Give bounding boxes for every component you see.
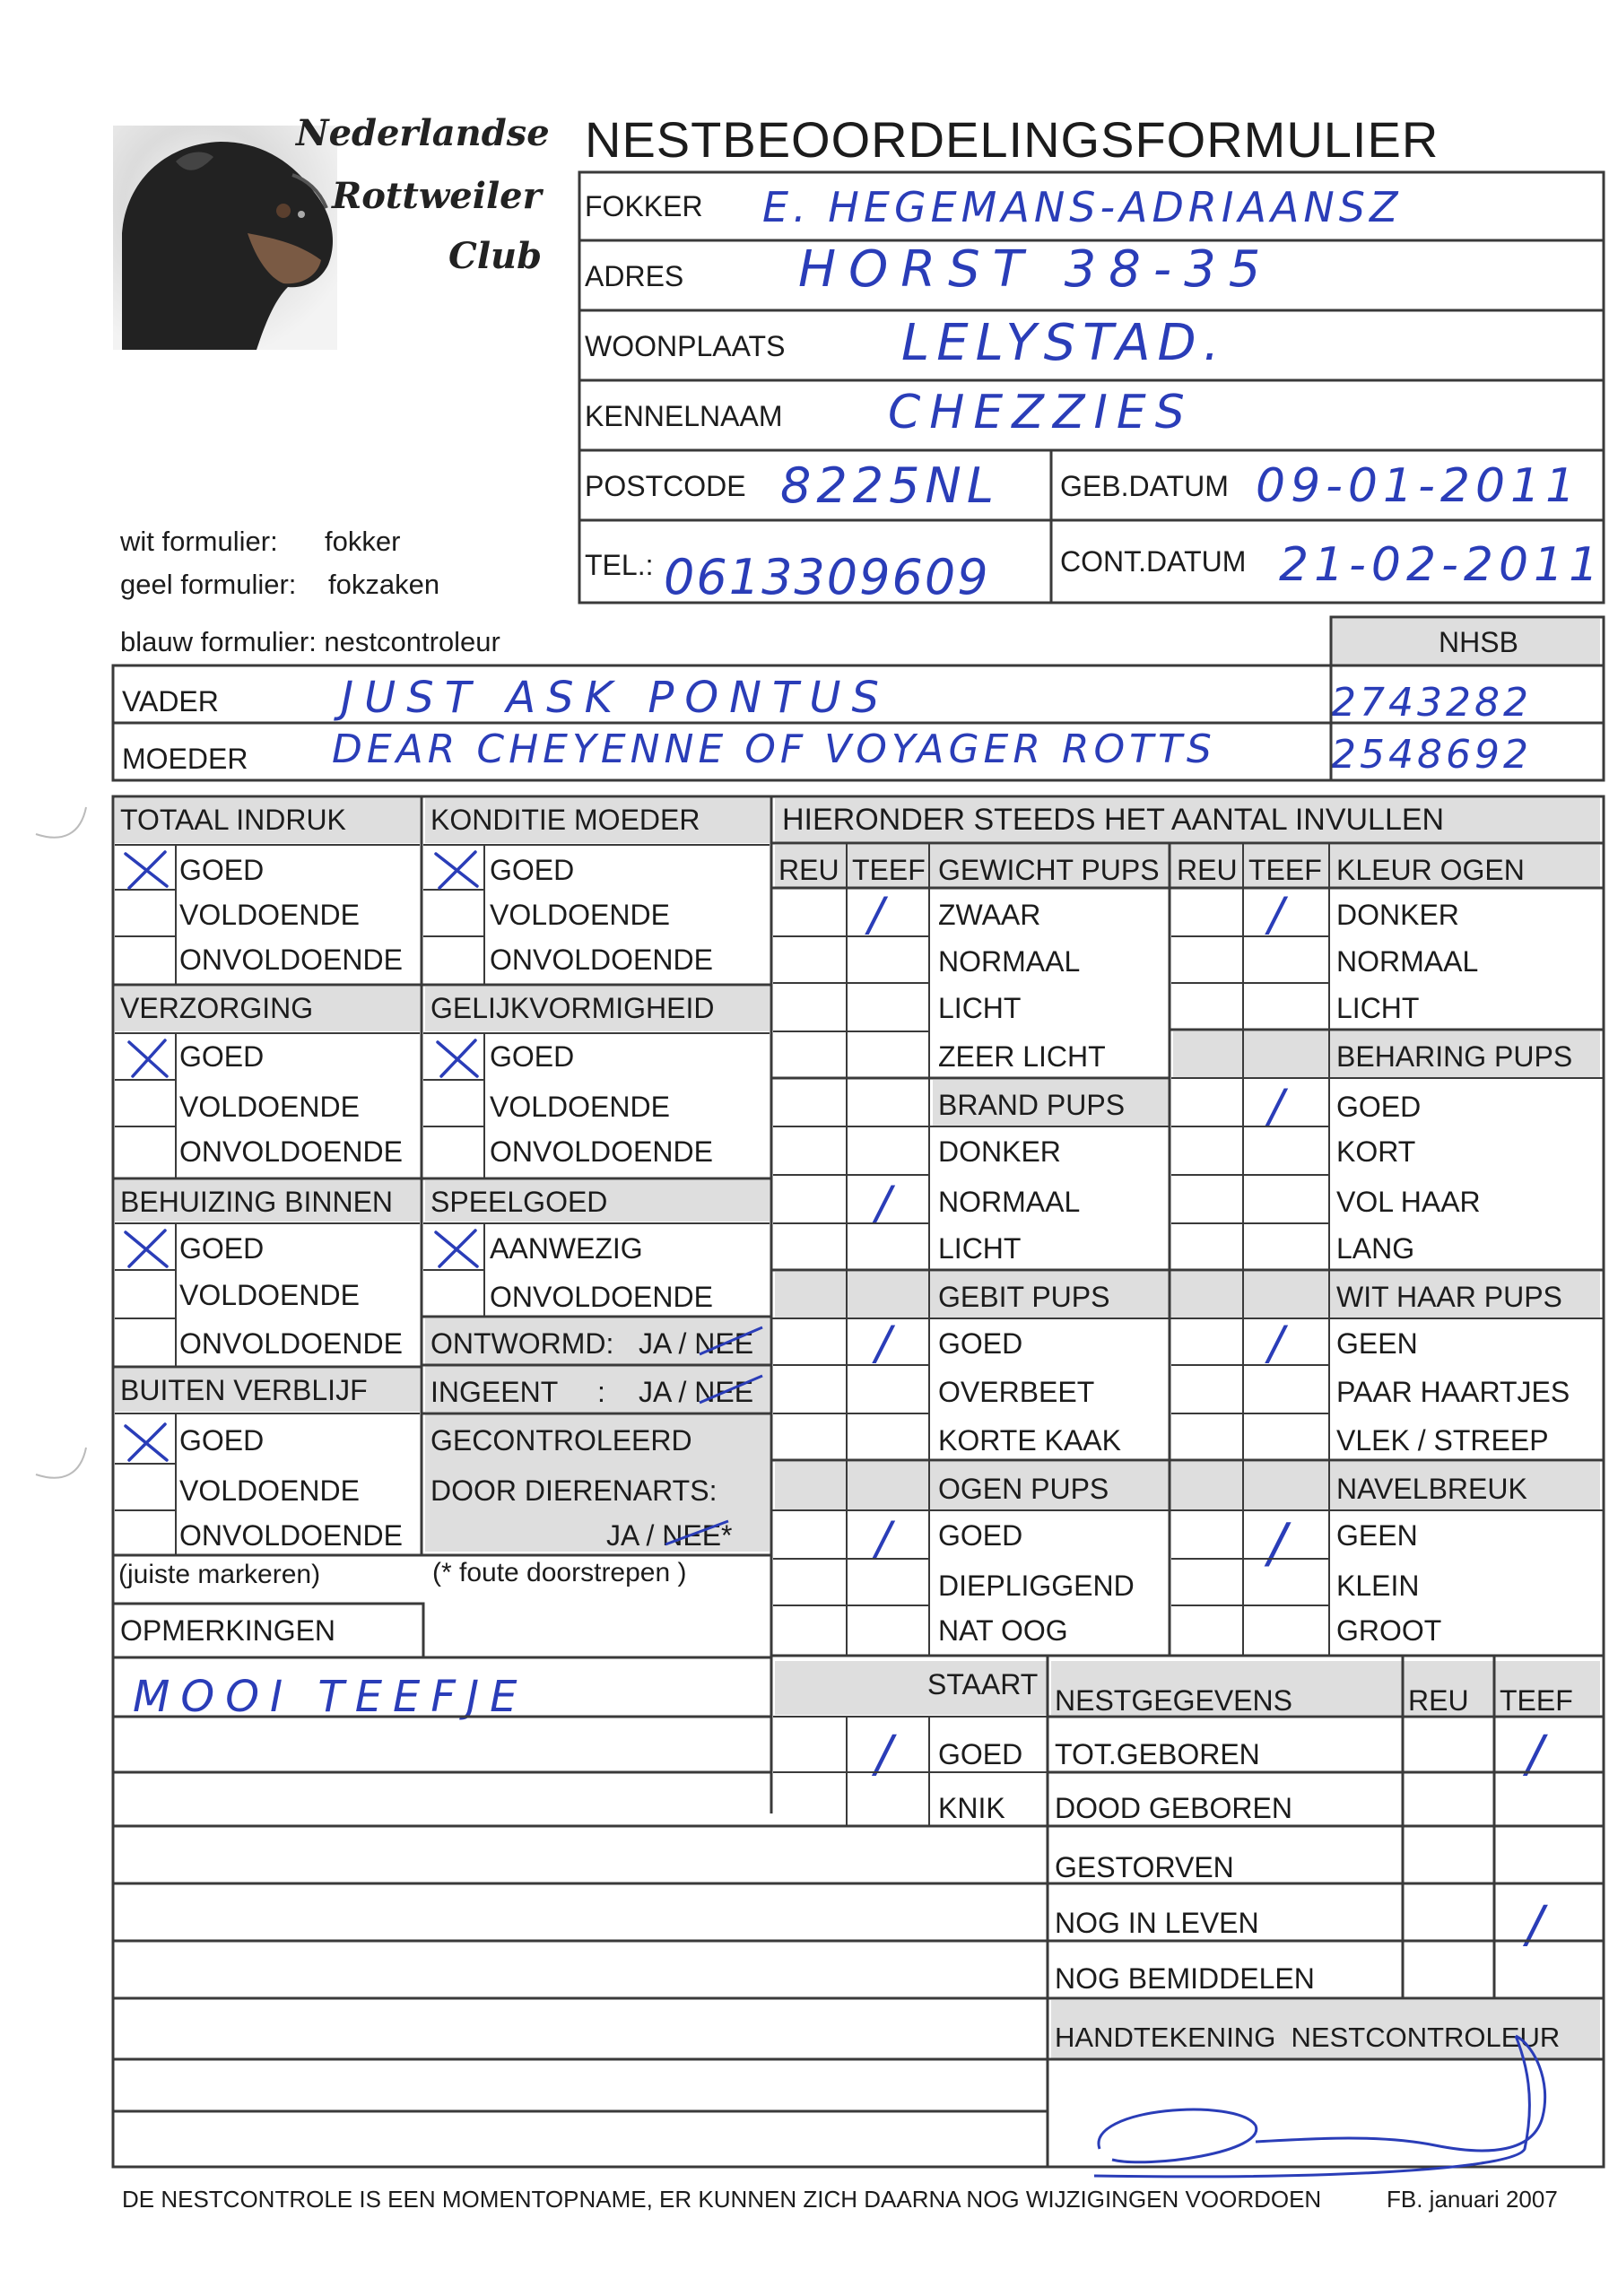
staart-title: STAART [927, 1668, 1039, 1700]
gecontroleerd-value: JA / NEE* [606, 1519, 733, 1552]
contdatum-value[interactable]: 21-02-2011 [1279, 538, 1605, 592]
nest-row-gestorven: GESTORVEN [1055, 1851, 1234, 1883]
postcode-value[interactable]: 8225NL [780, 457, 999, 514]
beharing-opt-lang: LANG [1336, 1232, 1415, 1265]
handtekening-label: HANDTEKENING NESTCONTROLEUR [1055, 2022, 1561, 2053]
tally-brand-teef-normaal[interactable]: / [875, 1177, 897, 1231]
witharr-opt-geen: GEEN [1336, 1327, 1418, 1360]
kleur-ogen-title: KLEUR OGEN [1336, 854, 1525, 886]
col-teef-2: TEEF [1248, 854, 1322, 886]
tally-gebit-teef-goed[interactable]: / [875, 1317, 897, 1370]
page-title: NESTBEOORDELINGSFORMULIER [585, 111, 1439, 168]
tel-label: TEL.: [585, 549, 654, 581]
copy-wit: wit formulier: [120, 526, 278, 557]
contdatum-label: CONT.DATUM [1060, 545, 1247, 578]
totaal-opt-voldoende: VOLDOENDE [179, 899, 360, 931]
staart-opt-knik: KNIK [938, 1792, 1005, 1824]
opmerkingen-value[interactable]: MOOI TEEFJE [133, 1672, 528, 1722]
tally-ogen-teef-goed[interactable]: / [875, 1512, 897, 1566]
speelgoed-opt-onvoldoende: ONVOLDOENDE [490, 1281, 713, 1313]
speelgoed-opt-aanwezig: AANWEZIG [490, 1232, 643, 1265]
buiten-opt-onvoldoende: ONVOLDOENDE [179, 1519, 403, 1552]
nest-col-reu: REU [1408, 1684, 1469, 1717]
adres-label: ADRES [585, 260, 684, 292]
beharing-opt-goed: GOED [1336, 1091, 1422, 1123]
footnote-mid: (* foute doorstrepen ) [432, 1558, 687, 1587]
witharr-opt-vlek: VLEK / STREEP [1336, 1424, 1549, 1457]
moeder-nhsb[interactable]: 2548692 [1331, 732, 1532, 778]
kennelnaam-value[interactable]: CHEZZIES [888, 386, 1194, 439]
footer-version: FB. januari 2007 [1387, 2186, 1558, 2213]
col-teef-1: TEEF [852, 854, 926, 886]
col-reu-1: REU [778, 854, 839, 886]
verzorging-title: VERZORGING [120, 992, 314, 1024]
brand-opt-donker: DONKER [938, 1135, 1061, 1168]
gebit-opt-goed: GOED [938, 1327, 1023, 1360]
totaal-opt-onvoldoende: ONVOLDOENDE [179, 944, 403, 976]
tally-navel-teef-geen[interactable]: / [1268, 1512, 1292, 1575]
gelijk-title: GELIJKVORMIGHEID [431, 992, 715, 1024]
gewicht-opt-licht: LICHT [938, 992, 1022, 1024]
nest-row-doodgeboren: DOOD GEBOREN [1055, 1792, 1292, 1824]
gewicht-title: GEWICHT PUPS [938, 854, 1160, 886]
footer-text: DE NESTCONTROLE IS EEN MOMENTOPNAME, ER KUNNEN ZICH DAARNA NOG WIJZIGINGEN VOORDOEN [122, 2186, 1322, 2213]
wit-haar-title: WIT HAAR PUPS [1336, 1281, 1562, 1313]
copy-blauw: blauw formulier: nestcontroleur [120, 626, 500, 657]
gebdatum-value[interactable]: 09-01-2011 [1256, 459, 1581, 513]
fokker-value[interactable]: E. HEGEMANS-ADRIAANSZ [762, 183, 1403, 231]
tally-nest-teef-noginleven[interactable]: / [1526, 1896, 1549, 1954]
ogen-opt-goed: GOED [938, 1519, 1023, 1552]
speelgoed-title: SPEELGOED [431, 1186, 608, 1218]
tally-beharing-teef-goed[interactable]: / [1268, 1080, 1290, 1134]
kleur-opt-licht: LICHT [1336, 992, 1420, 1024]
nest-col-teef: TEEF [1500, 1684, 1573, 1717]
gebit-opt-kortekaak: KORTE KAAK [938, 1424, 1121, 1457]
navel-opt-klein: KLEIN [1336, 1570, 1420, 1602]
gelijk-opt-onvoldoende: ONVOLDOENDE [490, 1135, 713, 1168]
behuizing-opt-onvoldoende: ONVOLDOENDE [179, 1327, 403, 1360]
brand-title: BRAND PUPS [938, 1089, 1126, 1121]
gelijk-opt-goed: GOED [490, 1040, 575, 1073]
buiten-opt-voldoende: VOLDOENDE [179, 1474, 360, 1507]
moeder-name[interactable]: DEAR CHEYENNE OF VOYAGER ROTTS [332, 726, 1216, 772]
nest-row-bemiddelen: NOG BEMIDDELEN [1055, 1962, 1315, 1995]
logo-line3: Club [448, 235, 543, 277]
nest-row-noginleven: NOG IN LEVEN [1055, 1907, 1259, 1939]
ontwormd-label: ONTWORMD: [431, 1327, 614, 1360]
konditie-title: KONDITIE MOEDER [431, 804, 700, 836]
tel-value[interactable]: 0613309609 [664, 549, 990, 605]
tally-gewicht-teef-zwaar[interactable]: / [868, 888, 890, 942]
konditie-opt-voldoende: VOLDOENDE [490, 899, 670, 931]
behuizing-opt-goed: GOED [179, 1232, 265, 1265]
totaal-opt-goed: GOED [179, 854, 265, 886]
nest-title: NESTGEGEVENS [1055, 1684, 1292, 1717]
brand-opt-normaal: NORMAAL [938, 1186, 1081, 1218]
footnote-left: (juiste markeren) [118, 1560, 321, 1589]
woonplaats-label: WOONPLAATS [585, 330, 786, 362]
tally-witharr-teef-geen[interactable]: / [1268, 1317, 1290, 1370]
gewicht-opt-zwaar: ZWAAR [938, 899, 1041, 931]
verzorging-opt-onvoldoende: ONVOLDOENDE [179, 1135, 403, 1168]
ontwormd-value: JA / NEE [639, 1327, 754, 1360]
copy-wit-value: fokker [325, 526, 401, 557]
postcode-label: POSTCODE [585, 470, 746, 502]
ogen-opt-natoog: NAT OOG [938, 1614, 1068, 1647]
gecontroleerd-line2: DOOR DIERENARTS: [431, 1474, 718, 1507]
behuizing-title: BEHUIZING BINNEN [120, 1186, 394, 1218]
beharing-title: BEHARING PUPS [1336, 1040, 1573, 1073]
tally-staart-teef-goed[interactable]: / [875, 1726, 898, 1784]
right-header: HIERONDER STEEDS HET AANTAL INVULLEN [782, 803, 1445, 837]
navelbreuk-title: NAVELBREUK [1336, 1473, 1527, 1505]
verzorging-opt-voldoende: VOLDOENDE [179, 1091, 360, 1123]
gebdatum-label: GEB.DATUM [1060, 470, 1229, 502]
col-reu-2: REU [1177, 854, 1238, 886]
vader-label: VADER [122, 685, 219, 718]
konditie-opt-onvoldoende: ONVOLDOENDE [490, 944, 713, 976]
gebit-title: GEBIT PUPS [938, 1281, 1110, 1313]
logo-line1: Nederlandse [296, 112, 550, 154]
copy-geel-value: fokzaken [328, 569, 440, 600]
ogen-opt-diep: DIEPLIGGEND [938, 1570, 1135, 1602]
ingeent-value: JA / NEE [639, 1376, 754, 1408]
nhsb-header: NHSB [1439, 626, 1518, 658]
logo-line2: Rottweiler [332, 175, 542, 217]
navel-opt-groot: GROOT [1336, 1614, 1442, 1647]
beharing-opt-kort: KORT [1336, 1135, 1416, 1168]
ogen-title: OGEN PUPS [938, 1473, 1109, 1505]
gewicht-opt-zeerlicht: ZEER LICHT [938, 1040, 1106, 1073]
gelijk-opt-voldoende: VOLDOENDE [490, 1091, 670, 1123]
adres-value[interactable]: HORST 38-35 [798, 240, 1274, 299]
konditie-opt-goed: GOED [490, 854, 575, 886]
staart-opt-goed: GOED [938, 1738, 1023, 1770]
navel-opt-geen: GEEN [1336, 1519, 1418, 1552]
behuizing-opt-voldoende: VOLDOENDE [179, 1279, 360, 1311]
witharr-opt-paar: PAAR HAARTJES [1336, 1376, 1570, 1408]
vader-name[interactable]: JUST ASK PONTUS [341, 673, 890, 723]
tally-kleur-teef-donker[interactable]: / [1268, 888, 1290, 942]
gecontroleerd-line1: GECONTROLEERD [431, 1424, 692, 1457]
woonplaats-value[interactable]: LELYSTAD. [901, 314, 1227, 372]
buiten-opt-goed: GOED [179, 1424, 265, 1457]
kennelnaam-label: KENNELNAAM [585, 400, 783, 432]
brand-opt-licht: LICHT [938, 1232, 1022, 1265]
gewicht-opt-normaal: NORMAAL [938, 945, 1081, 978]
tally-nest-teef-totgeboren[interactable]: / [1526, 1726, 1549, 1784]
copy-geel: geel formulier: [120, 569, 297, 600]
totaal-title: TOTAAL INDRUK [120, 804, 346, 836]
buiten-title: BUITEN VERBLIJF [120, 1374, 368, 1406]
beharing-opt-volhaar: VOL HAAR [1336, 1186, 1481, 1218]
verzorging-opt-goed: GOED [179, 1040, 265, 1073]
gebit-opt-overbeet: OVERBEET [938, 1376, 1095, 1408]
nest-row-totgeboren: TOT.GEBOREN [1055, 1738, 1260, 1770]
signature-scribble [1094, 2036, 1545, 2177]
fokker-label: FOKKER [585, 190, 703, 222]
kleur-opt-donker: DONKER [1336, 899, 1459, 931]
opmerkingen-label: OPMERKINGEN [120, 1614, 336, 1647]
ingeent-label: INGEENT [431, 1376, 559, 1408]
moeder-label: MOEDER [122, 743, 248, 775]
ingeent-colon: : [597, 1376, 605, 1408]
kleur-opt-normaal: NORMAAL [1336, 945, 1479, 978]
vader-nhsb[interactable]: 2743282 [1331, 680, 1532, 726]
